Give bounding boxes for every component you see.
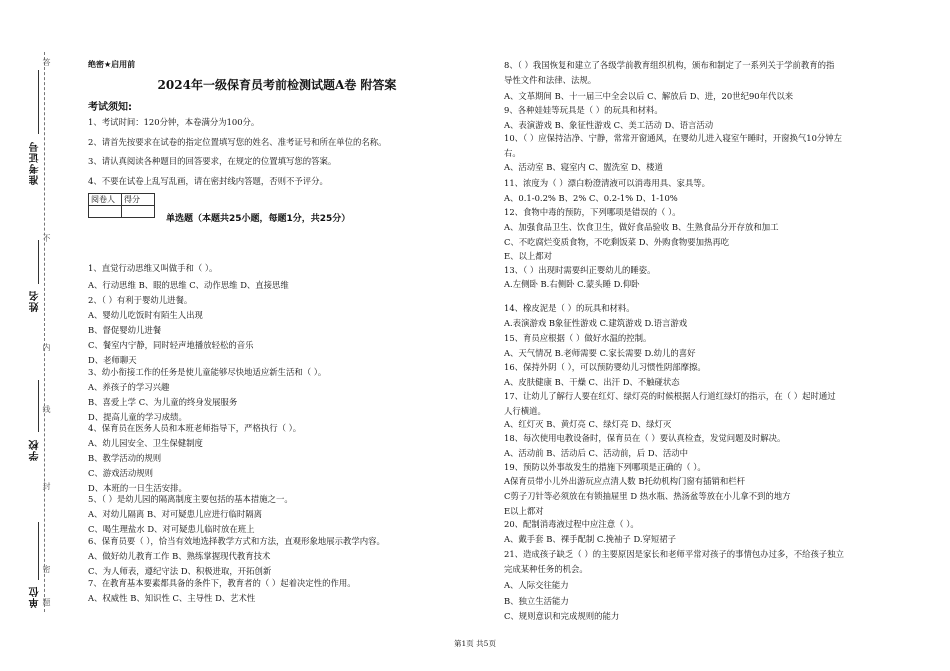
question-line: C、游戏活动规则 (88, 468, 154, 478)
question-line: A、天气情况 B.老师需要 C.家长需要 D.幼儿的喜好 (504, 348, 696, 358)
question-line: A、活动前 B、活动后 C、活动前，后 D、活动中 (504, 448, 689, 458)
question-line: C、喝生理盐水 D、对可疑患儿临时放在班上 (88, 524, 255, 534)
seal-mark-nei: 内 (42, 343, 51, 351)
notice-item: 4、不要在试卷上乱写乱画，请在密封线内答题，否则不予评分。 (88, 176, 328, 186)
question-line: C、为人师表，遵纪守法 D、积极进取，开拓创新 (88, 566, 272, 576)
question-line: 16、保持外阴（ ），可以预防婴幼儿习惯性阴部摩擦。 (504, 362, 706, 372)
question-line: 12、食物中毒的预防，下列哪项是错误的（ ）。 (504, 207, 681, 217)
question-line: A、人际交往能力 (504, 580, 569, 590)
seal-mark-mi: 密 (42, 565, 51, 573)
question-line: 9、各种娃娃等玩具是（ ）的玩具和材料。 (504, 105, 663, 115)
reviewer-cell: 阅卷人 (89, 194, 122, 206)
question-line: E以上都对 (504, 506, 544, 516)
seal-line (44, 52, 45, 612)
question-line: A、红灯灭 B、黄灯亮 C、绿灯亮 D、绿灯灭 (504, 419, 672, 429)
question-line: 人行横道。 (504, 406, 546, 416)
question-line: 17、让幼儿了解行人要在红灯、绿灯亮的时候根据人行道红绿灯的指示，在（ ）起时通过 (504, 391, 836, 401)
question-line: D、提高儿童的学习成绩。 (88, 412, 187, 422)
question-line: A.表演游戏 B象征性游戏 C.建筑游戏 D.语言游戏 (504, 318, 688, 328)
question-line: C剪子刀针等必须放在有锁抽屉里 D 热水瓶、热汤盆等放在小儿拿不到的地方 (504, 491, 791, 501)
question-line: A保育员带小儿外出游玩应点清人数 B托幼机构门窗有插销和栏杆 (504, 476, 745, 486)
question-line: 20、配制消毒液过程中应注意（ ）。 (504, 519, 639, 529)
question-line: A、权威性 B、知识性 C、主导性 D、艺术性 (88, 593, 256, 603)
question-line: B、独立生活能力 (504, 596, 569, 606)
question-line: 3、幼小衔接工作的任务是使儿童能够尽快地适应新生活和（ ）。 (88, 367, 327, 377)
question-line: 5、（ ）是幼儿园的隔离制度主要包括的基本措施之一。 (88, 494, 293, 504)
question-line: 1、直觉行动思维又叫做手和（ ）。 (88, 263, 218, 273)
question-line: A、幼儿园安全、卫生保健制度 (88, 438, 203, 448)
question-line: B、教学活动的规则 (88, 453, 162, 463)
name-label: 姓名 (30, 290, 41, 312)
question-line: C、餐室内宁静，同时轻声地播放轻松的音乐 (88, 340, 254, 350)
question-line: A、0.1-0.2% B、2% C、0.2-1% D、1-10% (504, 193, 678, 203)
notice-item: 2、请首先按要求在试卷的指定位置填写您的姓名、准考证号和所在单位的名称。 (88, 137, 387, 147)
page-title: 2024年一级保育员考前检测试题A卷 附答案 (157, 78, 397, 92)
question-line: 7、在教育基本要素都具备的条件下，教育者的（ ）起着决定性的作用。 (88, 578, 356, 588)
question-line: 15、育员应根据（ ）做好水温的控制。 (504, 333, 652, 343)
question-line: A、表演游戏 B、象征性游戏 C、美工活动 D、语言活动 (504, 120, 714, 130)
question-line: 8、（ ）我国恢复和建立了各级学前教育组织机构，颁布和制定了一系列关于学前教育的指 (504, 60, 835, 70)
seal-mark-bu: 不 (42, 234, 51, 242)
question-line: B、喜爱上学 C、为儿童的终身发展服务 (88, 397, 238, 407)
question-line: 右。 (504, 148, 521, 158)
question-line: D、老师聊天 (88, 355, 137, 365)
question-line: A、活动室 B、寝室内 C、盥洗室 D、楼道 (504, 162, 663, 172)
question-line: A、做好幼儿教育工作 B、熟练掌握现代教育技术 (88, 551, 271, 561)
page-footer: 第1页 共5页 (454, 639, 496, 648)
question-line: 14、橡皮泥是（ ）的玩具和材料。 (504, 303, 635, 313)
question-line: A、行动思维 B、眼的思维 C、动作思维 D、直接思维 (88, 280, 289, 290)
question-line: 导性文件和法律、法规。 (504, 75, 597, 85)
unit-line (38, 522, 39, 580)
question-line: A、加强食品卫生、饮食卫生，做好食品验收 B、生熟食品分开存放和加工 (504, 222, 779, 232)
question-line: A、文革期间 B、十一届三中全会以后 C、解放后 D、进，20世纪90年代以来 (504, 91, 794, 101)
question-line: A、对幼儿隔离 B、对可疑患儿应进行临时隔离 (88, 509, 262, 519)
question-line: A、皮肤健康 B、干燥 C、出汗 D、不触碰状态 (504, 377, 680, 387)
seal-mark-da: 答 (42, 58, 51, 66)
question-line: 11、浓度为（ ）漂白粉澄清液可以消毒用具、家具等。 (504, 178, 710, 188)
question-line: 19、预防以外事故发生的措施下列哪项是正确的（ ）。 (504, 462, 706, 472)
school-line (38, 380, 39, 432)
question-line: A、戴手套 B、裸手配制 C.挽袖子 D.穿短裙子 (504, 534, 677, 544)
notice-heading: 考试须知: (88, 102, 132, 113)
question-line: E、以上都对 (504, 251, 552, 261)
reviewer-input-cell[interactable] (89, 206, 122, 218)
question-line: A、养孩子的学习兴趣 (88, 382, 170, 392)
question-line: 4、保育员在医务人员和本班老师指导下，严格执行（ ）。 (88, 423, 302, 433)
seal-mark-feng: 封 (42, 482, 51, 490)
question-line: 18、每次使用电教设备时，保育员在（ ）要认真检查，发觉问题及时解决。 (504, 433, 786, 443)
school-label: 学校 (30, 439, 41, 461)
score-table (88, 193, 155, 218)
question-line: 6、保育员要（ ），恰当有效地选择教学方式和方法，直观形象地展示教学内容。 (88, 536, 385, 546)
question-line: A、婴幼儿吃饭时有陌生人出现 (88, 310, 203, 320)
question-line: 21、造成孩子缺乏（ ）的主要原因是家长和老师平常对孩子的事情包办过多，不给孩子独立 (504, 549, 844, 559)
question-line: C、规则意识和完成规则的能力 (504, 611, 620, 621)
unit-label: 单位 (30, 586, 41, 608)
question-line: C、不吃腐烂变质食物，不吃剩饭菜 D、外购食物要加热再吃 (504, 237, 730, 247)
question-line: D、本班的一日生活安排。 (88, 483, 187, 493)
notice-item: 3、请认真阅读各种题目的回答要求，在规定的位置填写您的答案。 (88, 156, 337, 166)
section-title: 单选题（本题共25小题，每题1分，共25分） (166, 214, 351, 224)
seal-mark-xian: 线 (42, 405, 51, 413)
question-line: 13、（ ）出现时需要纠正婴幼儿的睡姿。 (504, 265, 656, 275)
score-cell: 得分 (122, 194, 155, 206)
notice-item: 1、考试时间：120分钟，本卷满分为100分。 (88, 117, 260, 127)
exam-number-label: 准考证号 (30, 141, 41, 185)
question-line: 2、（ ）有利于婴幼儿进餐。 (88, 295, 193, 305)
seal-mark-ti: 题 (42, 598, 51, 606)
secrecy-badge: 绝密★启用前 (88, 60, 136, 69)
question-line: B、督促婴幼儿进餐 (88, 325, 162, 335)
binding-margin (0, 0, 60, 671)
question-line: A.左侧卧 B.右侧卧 C.蒙头睡 D.仰卧 (504, 279, 640, 289)
score-input-cell[interactable] (122, 206, 155, 218)
exam-number-line (38, 70, 39, 134)
question-line: 10、（ ）应保持洁净、宁静，常常开窗通风，在婴幼儿进入寝室午睡时，开窗换气10分钟左 (504, 133, 843, 143)
question-line: 完成某种任务的机会。 (504, 564, 588, 574)
name-line (38, 240, 39, 284)
